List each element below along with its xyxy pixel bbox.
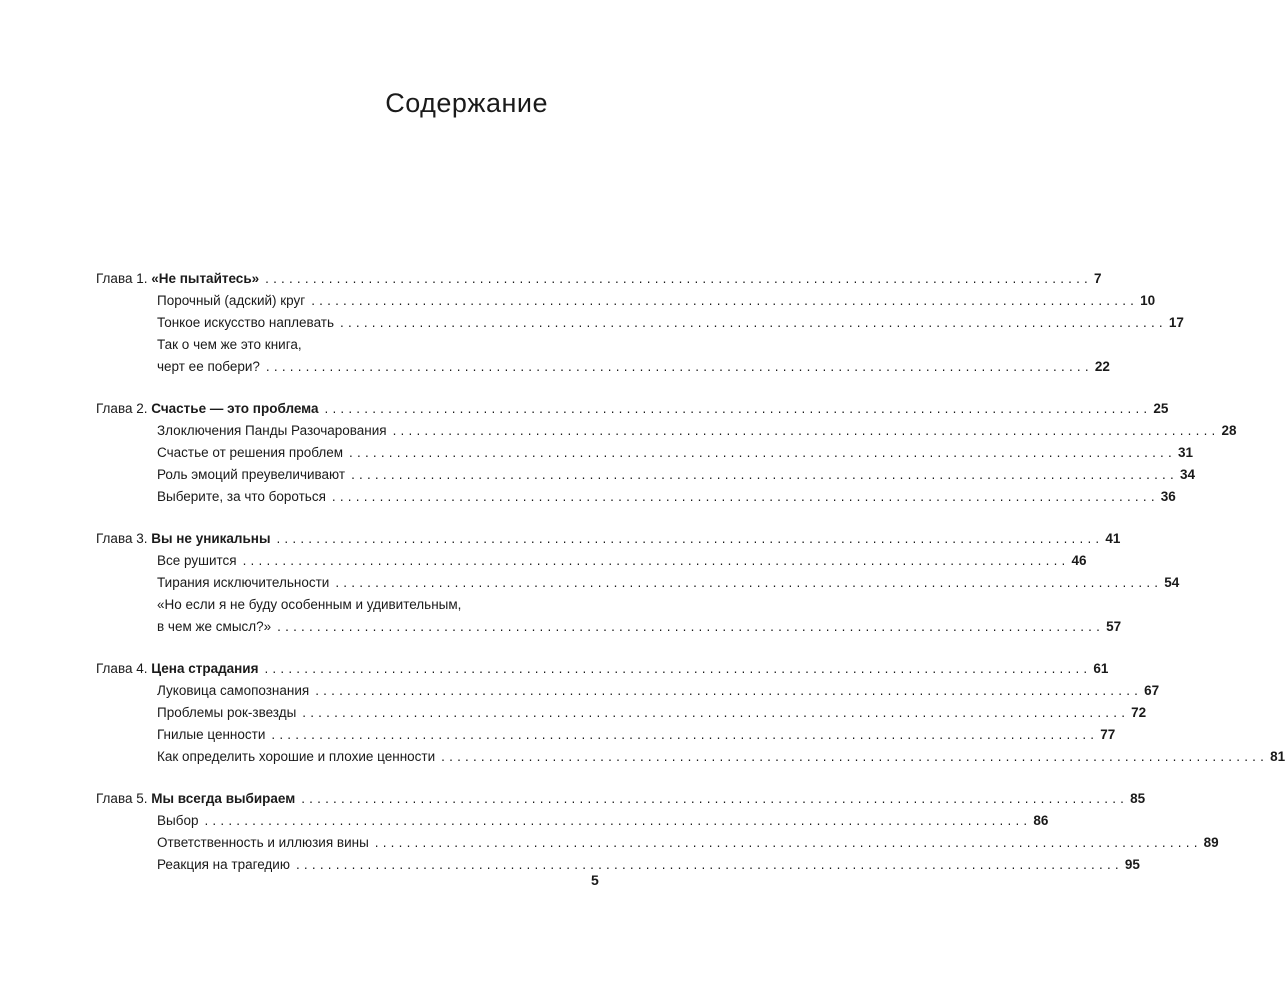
entry-label: Гнилые ценности <box>157 727 266 742</box>
leader-dots: ........................................................................................................ <box>276 531 1104 546</box>
leader-dots: ........................................................................................................ <box>301 791 1129 806</box>
chapter-heading[interactable] <box>96 398 1169 420</box>
entry-page: 57 <box>1106 619 1122 634</box>
chapter-page: 85 <box>1130 791 1146 806</box>
chapter-heading[interactable] <box>96 788 1146 810</box>
leader-dots: ........................................................................................................ <box>335 575 1163 590</box>
chapter-heading[interactable] <box>96 528 1121 550</box>
toc-entry[interactable] <box>96 312 1184 334</box>
toc-entry[interactable] <box>96 572 1180 594</box>
entry-page: 22 <box>1094 359 1110 374</box>
leader-dots: ........................................................................................................ <box>331 489 1159 504</box>
chapter-page: 41 <box>1105 531 1121 546</box>
page-title: Содержание <box>385 88 548 118</box>
entry-label: черт ее побери? <box>157 359 260 374</box>
chapter-page: 61 <box>1093 661 1109 676</box>
entry-label-line1: «Но если я не буду особенным и удивительным, <box>157 597 462 612</box>
entry-page: 10 <box>1140 293 1156 308</box>
entry-label: Все рушится <box>157 553 237 568</box>
entry-page: 81 <box>1270 749 1285 764</box>
toc-entry[interactable] <box>96 832 1219 854</box>
leader-dots: ........................................................................................................ <box>265 271 1093 286</box>
toc-entry[interactable] <box>96 290 1156 312</box>
page-number: 5 <box>591 872 599 888</box>
chapter-prefix: Глава 3. <box>96 531 148 546</box>
entry-label: Тирания исключительности <box>157 575 330 590</box>
leader-dots: ........................................................................................................ <box>392 423 1220 438</box>
chapter-prefix: Глава 4. <box>96 661 148 676</box>
leader-dots: ........................................................................................................ <box>351 467 1178 482</box>
entry-page: 95 <box>1124 857 1140 872</box>
chapter-title: Счастье — это проблема <box>151 401 319 416</box>
toc-entry[interactable] <box>96 464 1195 486</box>
entry-label: Как определить хорошие и плохие ценности <box>157 749 436 764</box>
leader-dots: ........................................................................................................ <box>265 359 1093 374</box>
entry-page: 54 <box>1164 575 1180 590</box>
chapter-page: 7 <box>1094 271 1102 286</box>
chapter-5 <box>96 788 1219 876</box>
chapter-prefix: Глава 2. <box>96 401 148 416</box>
toc-entry[interactable] <box>96 420 1237 442</box>
entry-label: Порочный (адский) круг <box>157 293 306 308</box>
entry-label: Роль эмоций преувеличивают <box>157 467 346 482</box>
leader-dots: ........................................................................................................ <box>340 315 1167 330</box>
leader-dots: ........................................................................................................ <box>271 727 1099 742</box>
entry-label: в чем же смысл?» <box>157 619 272 634</box>
toc-entry[interactable] <box>96 486 1176 508</box>
entry-page: 17 <box>1168 315 1184 330</box>
toc-entry[interactable] <box>96 616 1122 638</box>
entry-label: Выберите, за что бороться <box>157 489 326 504</box>
chapter-2 <box>96 398 1237 508</box>
entry-label: Тонкое искусство наплевать <box>157 315 334 330</box>
entry-page: 77 <box>1100 727 1116 742</box>
toc-entry[interactable] <box>96 702 1147 724</box>
chapter-title: Вы не уникальны <box>151 531 271 546</box>
toc-entry[interactable] <box>96 746 1285 768</box>
entry-label-line1: Так о чем же это книга, <box>157 337 302 352</box>
entry-label: Ответственность и иллюзия вины <box>157 835 369 850</box>
entry-page: 72 <box>1131 705 1147 720</box>
leader-dots: ........................................................................................................ <box>374 835 1202 850</box>
entry-page: 89 <box>1203 835 1219 850</box>
entry-page: 31 <box>1177 445 1193 460</box>
chapter-heading[interactable] <box>96 658 1109 680</box>
chapter-4 <box>96 658 1285 768</box>
entry-label: Злоключения Панды Разочарования <box>157 423 387 438</box>
chapter-prefix: Глава 5. <box>96 791 148 806</box>
chapter-title: Мы всегда выбираем <box>151 791 296 806</box>
chapter-1 <box>96 268 1184 378</box>
toc-entry[interactable] <box>96 442 1193 464</box>
entry-page: 34 <box>1179 467 1195 482</box>
chapter-prefix: Глава 1. <box>96 271 148 286</box>
leader-dots: ........................................................................................................ <box>315 683 1143 698</box>
leader-dots: ........................................................................................................ <box>242 553 1070 568</box>
chapter-title: «Не пытайтесь» <box>151 271 260 286</box>
leader-dots: ........................................................................................................ <box>349 445 1176 460</box>
entry-label: Проблемы рок-звезды <box>157 705 297 720</box>
entry-page: 46 <box>1071 553 1087 568</box>
entry-page: 67 <box>1144 683 1160 698</box>
leader-dots: ........................................................................................................ <box>441 749 1269 764</box>
entry-label: Выбор <box>157 813 199 828</box>
leader-dots: ........................................................................................................ <box>311 293 1139 308</box>
toc-entry[interactable] <box>96 810 1049 832</box>
toc-entry[interactable] <box>96 550 1087 572</box>
entry-label: Счастье от решения проблем <box>157 445 344 460</box>
toc-entry[interactable] <box>96 854 1140 876</box>
entry-page: 28 <box>1221 423 1237 438</box>
leader-dots: ........................................................................................................ <box>204 813 1032 828</box>
chapter-heading[interactable] <box>96 268 1102 290</box>
entry-page: 36 <box>1160 489 1176 504</box>
entry-page: 86 <box>1033 813 1049 828</box>
toc-entry[interactable] <box>96 680 1160 702</box>
chapter-page: 25 <box>1153 401 1169 416</box>
leader-dots: ........................................................................................................ <box>277 619 1105 634</box>
entry-label: Реакция на трагедию <box>157 857 290 872</box>
chapter-title: Цена страдания <box>151 661 259 676</box>
chapter-3 <box>96 528 1180 638</box>
leader-dots: ........................................................................................................ <box>302 705 1130 720</box>
table-of-contents <box>96 268 1285 876</box>
leader-dots: ........................................................................................................ <box>295 857 1123 872</box>
toc-entry[interactable] <box>96 724 1116 746</box>
leader-dots: ........................................................................................................ <box>324 401 1152 416</box>
toc-entry[interactable] <box>96 356 1110 378</box>
leader-dots: ........................................................................................................ <box>264 661 1092 676</box>
entry-label: Луковица самопознания <box>157 683 310 698</box>
